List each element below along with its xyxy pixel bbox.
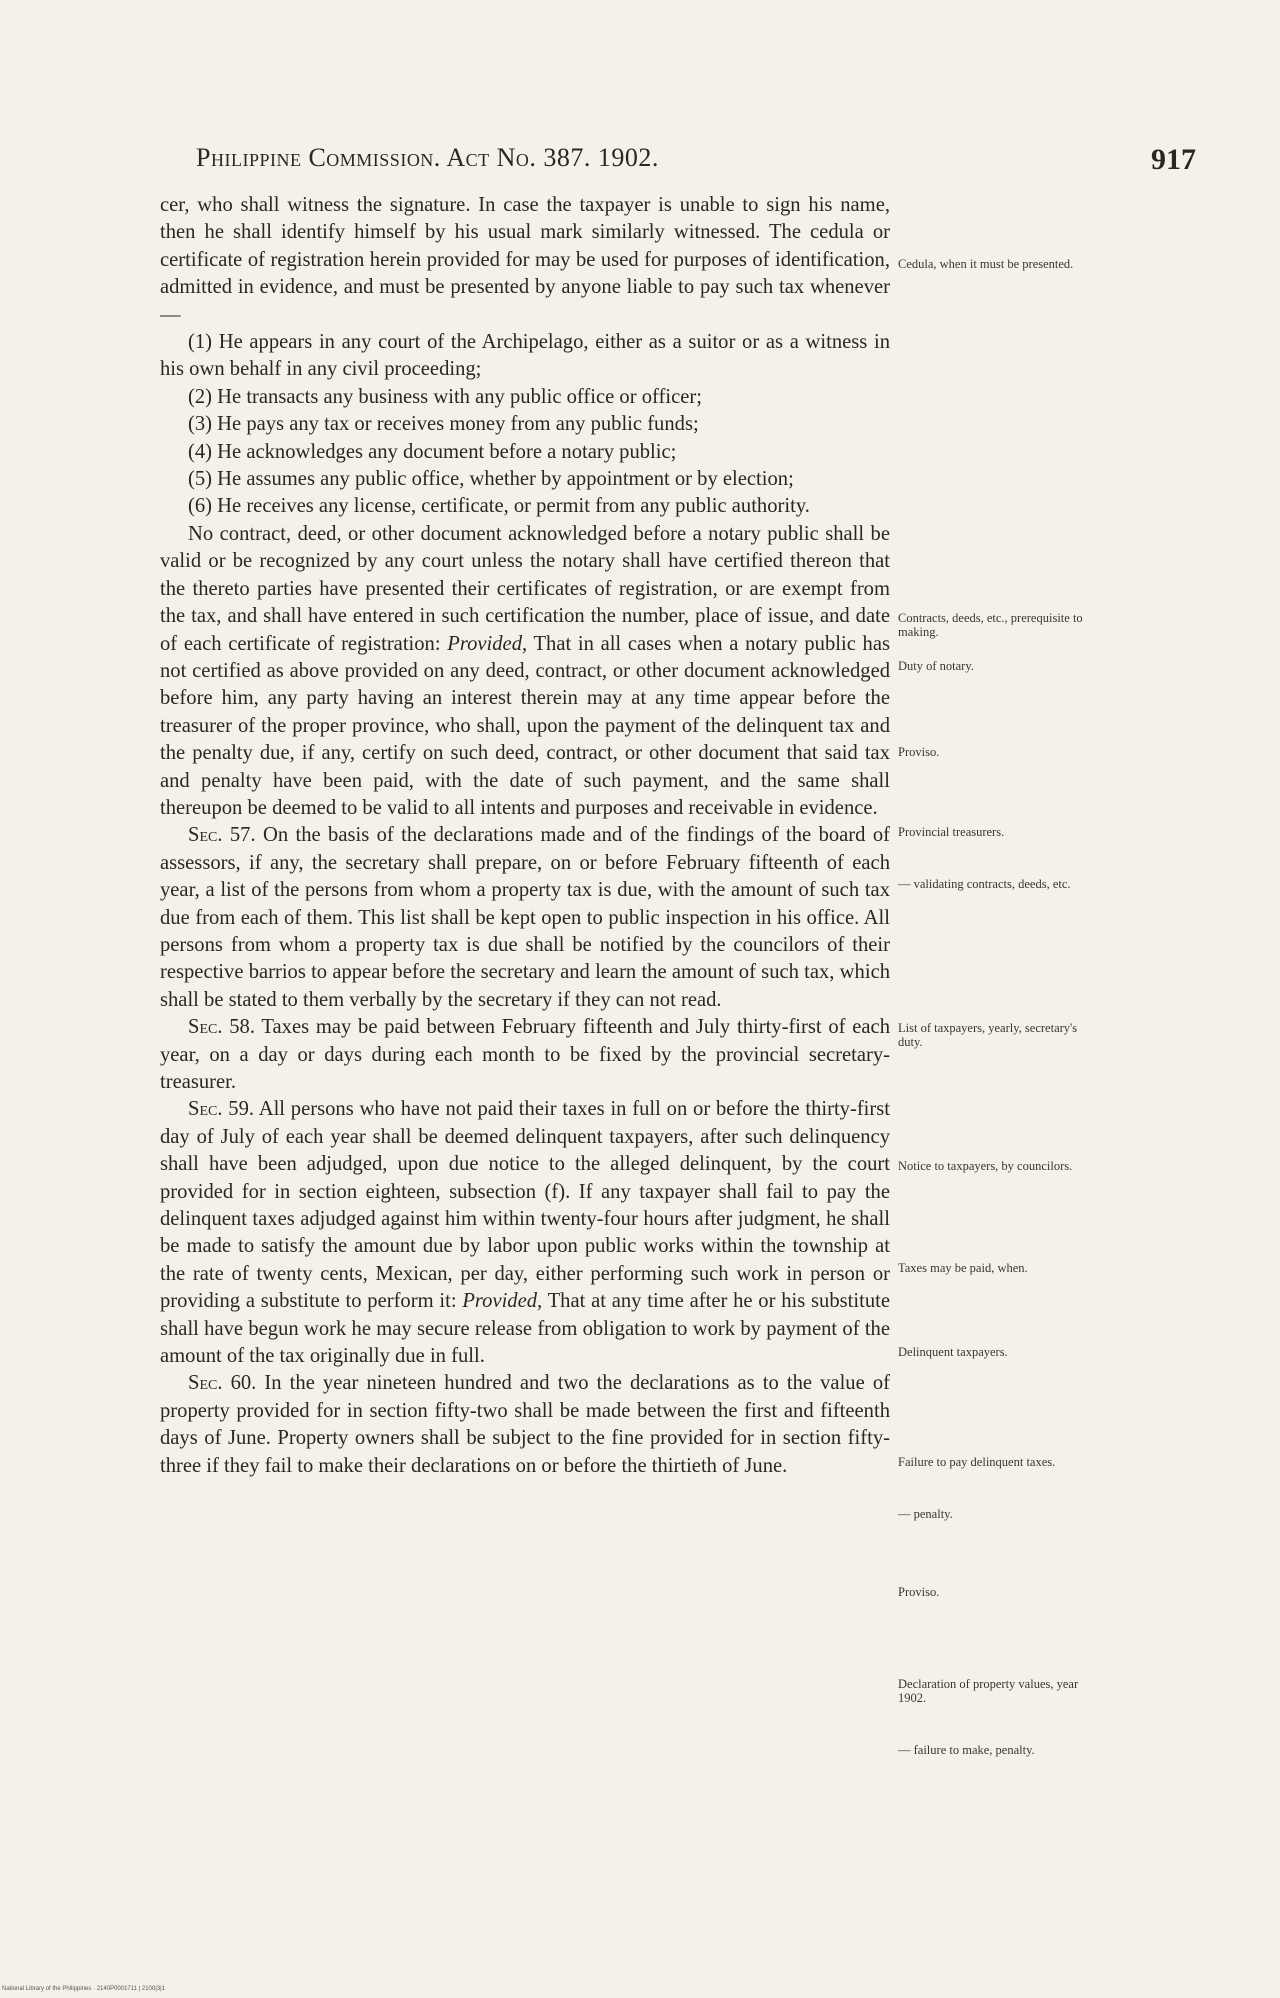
section-number: Sec. 59. (188, 1098, 255, 1121)
margin-note: Proviso. (898, 1585, 940, 1599)
margin-note: Notice to taxpayers, by councilors. (898, 1159, 1073, 1173)
paragraph-notary: No contract, deed, or other document acknowledged before a notary public shall be valid or be recognized by any court unless the notary shall have certified thereon that the thereto parties have presented their certificates of registration, or are exempt from the tax, and shall have entered in such certification the number, place of issue, and date of each certificate of registration: Provided, That in all cases when a notary public has not certified as above provided on any deed, contract, or other document acknowledged before him, any party having an interest therein may at any time appear before the treasurer of the proper province, who shall, upon the payment of the delinquent tax and the penalty due, if any, certify on such deed, contract, or other document that said tax and penalty have been paid, with the date of such payment, and the same shall thereupon be deemed to be valid to all intents and purposes and receivable in evidence. (160, 522, 890, 819)
list-item: (3) He pays any tax or receives money from any public funds; (188, 413, 699, 436)
list-item: (4) He acknowledges any document before a notary public; (188, 440, 677, 463)
body-text (160, 192, 890, 1480)
margin-note: Provincial treasurers. (898, 825, 1005, 839)
running-header (196, 143, 1196, 183)
margin-note: — validating contracts, deeds, etc. (898, 877, 1071, 891)
scan-footer: National Library of the Philippines · 2140P0001711 | 2100|3|1 (2, 1986, 166, 1992)
margin-note: Taxes may be paid, when. (898, 1261, 1028, 1275)
section-58: Sec. 58. Taxes may be paid between February fifteenth and July thirty-first of each year, on a day or days during each month to be fixed by the provincial secretary-treasurer. (160, 1016, 890, 1093)
list-item: (1) He appears in any court of the Archipelago, either as a suitor or as a witness in his own behalf in any civil proceeding; (160, 331, 890, 381)
margin-note: Cedula, when it must be presented. (898, 257, 1074, 271)
margin-note: Declaration of property values, year 1902. (898, 1677, 1079, 1705)
list-item: (5) He assumes any public office, whether by appointment or by election; (188, 468, 794, 491)
margin-note: Contracts, deeds, etc., prerequisite to making. (898, 611, 1083, 639)
section-57: Sec. 57. On the basis of the declarations made and of the findings of the board of assessors, if any, the secretary shall prepare, on or before February fifteenth of each year, a list of the persons from whom a property tax is due, with the amount of such tax due from each of them. This list shall be kept open to public inspection in his office. All persons from whom a property tax is due shall be notified by the councilors of their respective barrios to appear before the secretary and learn the amount of such tax, which shall be stated to them verbally by the secretary if they can not read. (160, 824, 890, 1011)
section-number: Sec. 58. (188, 1016, 255, 1039)
margin-note: — penalty. (898, 1507, 953, 1521)
page-number: 917 (1151, 143, 1196, 176)
section-60: Sec. 60. In the year nineteen hundred and two the declarations as to the value of property provided for in section fifty-two shall be made between the first and fifteenth days of June. Property owners shall be subject to the fine provided for in section fifty-three if they fail to make their declarations on or before the thirtieth of June. (160, 1372, 890, 1477)
list-item: (2) He transacts any business with any public office or officer; (188, 385, 702, 408)
section-59: Sec. 59. All persons who have not paid their taxes in full on or before the thirty-first day of July of each year shall be deemed delinquent taxpayers, after such delinquency shall have been adjudged, upon due notice to the alleged delinquent, by the court provided for in section eighteen, subsection (f). If any taxpayer shall fail to pay the delinquent taxes adjudged against him within twenty-four hours after judgment, he shall be made to satisfy the amount due by labor upon public works within the township at the rate of twenty cents, Mexican, per day, either performing such work in person or providing a substitute to perform it: Provided, That at any time after he or his substitute shall have begun work he may secure release from obligation to work by payment of the amount of the tax originally due in full. (160, 1098, 890, 1368)
list-item: (6) He receives any license, certificate, or permit from any public authority. (188, 495, 810, 518)
margin-note: — failure to make, penalty. (898, 1743, 1035, 1757)
section-number: Sec. 60. (188, 1372, 257, 1395)
margin-note: Failure to pay delinquent taxes. (898, 1455, 1056, 1469)
header-title: Philippine Commission. Act No. 387. 1902. (196, 143, 659, 172)
section-number: Sec. 57. (188, 824, 256, 847)
paragraph-continuation: cer, who shall witness the signature. In case the taxpayer is unable to sign his name, then he shall identify himself by his usual mark similarly witnessed. The cedula or certificate of registration herein provided for may be used for purposes of identification, admitted in evidence, and must be presented by anyone liable to pay such tax whenever— (160, 194, 890, 326)
margin-note: List of taxpayers, yearly, secretary's duty. (898, 1021, 1078, 1049)
margin-note: Proviso. (898, 745, 940, 759)
margin-note: Duty of notary. (898, 659, 974, 673)
margin-note: Delinquent taxpayers. (898, 1345, 1008, 1359)
